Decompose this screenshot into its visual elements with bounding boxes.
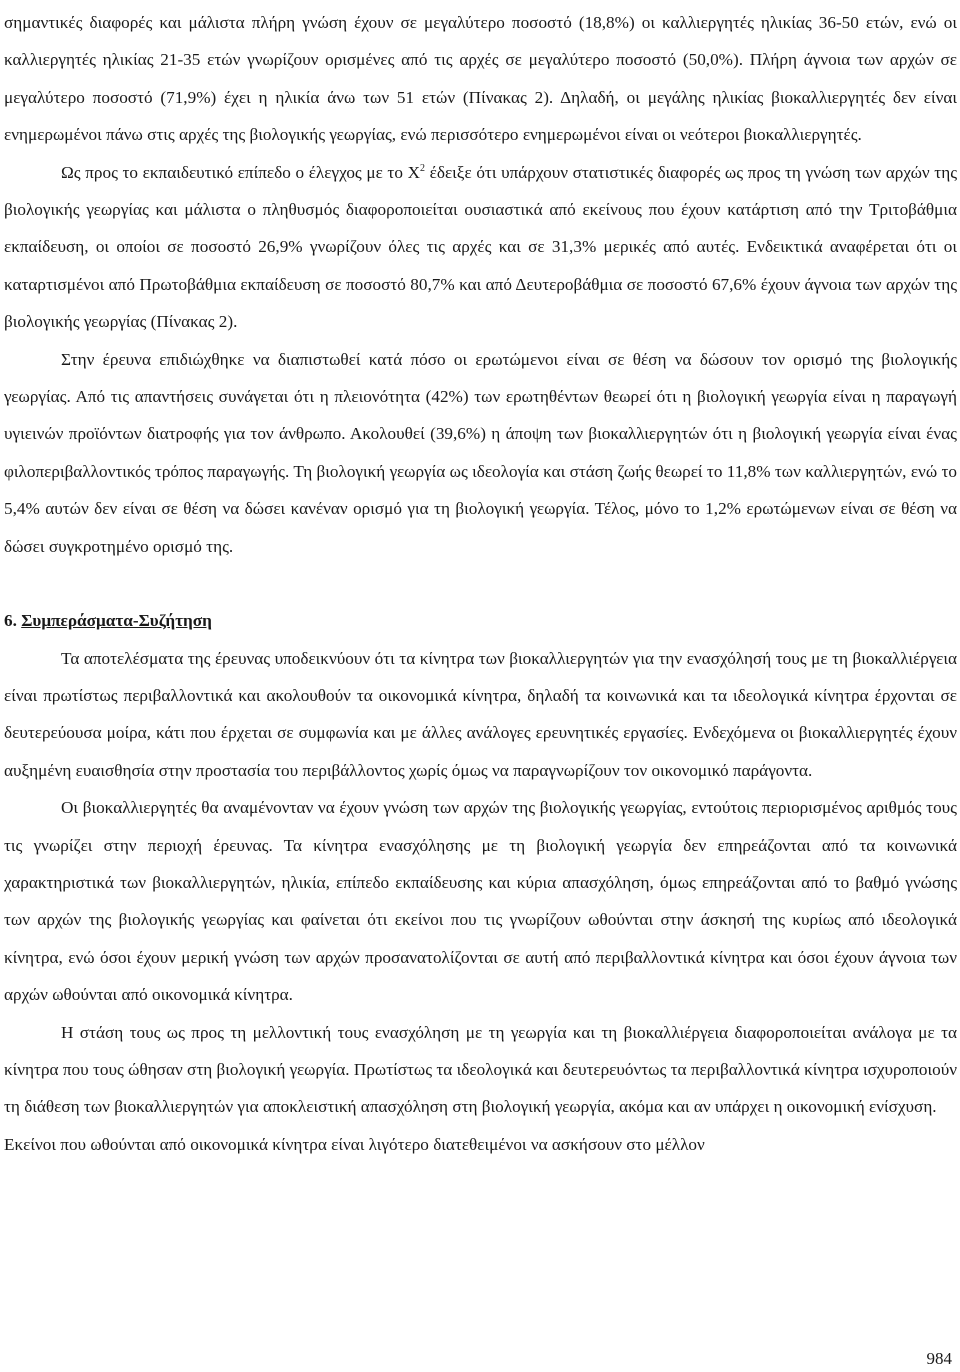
paragraph-age-knowledge: σημαντικές διαφορές και μάλιστα πλήρη γνώση έχουν σε μεγαλύτερο ποσοστό (18,8%) οι καλλιεργητές ηλικίας 36-50 ετών, ενώ οι καλλιεργητές ηλικίας 21-35 ετών γνωρίζουν ορισμένες από τις αρχές σε μεγαλύτερο ποσοστό (50,0%). Πλήρη άγνοια των αρχών σε μεγαλύτερο ποσοστό (71,9%) έχει η ηλικία άνω των 51 ετών (Πίνακας 2). Δηλαδή, οι μεγάλης ηλικίας βιοκαλλιεργητές δεν είναι ενημερωμένοι πάνω στις αρχές της βιολογικής γεωργίας, ενώ περισσότερο ενημερωμένοι είναι οι νεότεροι βιοκαλλιεργητές. <box>4 13 957 145</box>
chi-text-after: έδειξε ότι υπάρχουν στατιστικές διαφορές ως προς τη γνώση των αρχών της βιολογικής γεωργίας και μάλιστα ο πληθυσμός διαφοροποιείται ουσιαστικά από εκείνους που έχουν κατάρτιση από την Τριτοβάθμια εκπαίδευση, οι οποίοι σε ποσοστό 26,9% γνωρίζουν όλες τις αρχές και σε 31,3% μερικές από αυτές. Ενδεικτικά αναφέρεται ότι οι καταρτισμένοι από Πρωτοβάθμια εκπαίδευση σε ποσοστό 80,7% και από Δευτεροβάθμια σε ποσοστό 67,6% έχουν άγνοια των αρχών της βιολογικής γεωργίας (Πίνακας 2). <box>4 162 957 332</box>
document-body <box>4 4 957 1163</box>
page-number: 984 <box>926 1349 952 1368</box>
paragraph-education-chi-square <box>4 154 957 341</box>
section-number: 6. <box>4 611 22 631</box>
chi-text-before: Ως προς το εκπαιδευτικό επίπεδο ο έλεγχος με το Χ <box>61 162 420 182</box>
paragraph-definition: Στην έρευνα επιδιώχθηκε να διαπιστωθεί κατά πόσο οι ερωτώμενοι είναι σε θέση να δώσουν τον ορισμό της βιολογικής γεωργίας. Από τις απαντήσεις συνάγεται ότι η πλειονότητα (42%) των ερωτηθέντων θεωρεί ότι η βιολογική γεωργία είναι η παραγωγή υγιεινών προϊόντων διατροφής για τον άνθρωπο. Ακολουθεί (39,6%) η άποψη των βιοκαλλιεργητών ότι η βιολογική γεωργία είναι ένας φιλοπεριβαλλοντικός τρόπος παραγωγής. Τη βιολογική γεωργία ως ιδεολογία και στάση ζωής θεωρεί το 11,8% των καλλιεργητών, ενώ το 5,4% αυτών δεν είναι σε θέση να δώσει κανέναν ορισμό για τη βιολογική γεωργία. Τέλος, μόνο το 1,2% ερωτώμενων είναι σε θέση να δώσει συγκροτημένο ορισμό της. <box>4 349 957 556</box>
section-heading <box>4 602 957 639</box>
paragraph-results: Τα αποτελέσματα της έρευνας υποδεικνύουν ότι τα κίνητρα των βιοκαλλιεργητών για την ενασχόλησή τους με τη βιοκαλλιέργεια είναι πρωτίστως περιβαλλοντικά και ακολουθούν τα οικονομικά κίνητρα, δηλαδή τα κοινωνικά και τα ιδεολογικά κίνητρα έρχονται σε δευτερεύουσα μοίρα, κάτι που έρχεται σε συμφωνία και με άλλες ανάλογες ερευνητικές εργασίες. Ενδεχόμενα οι βιοκαλλιεργητές έχουν αυξημένη ευαισθησία στην προστασία του περιβάλλοντος χωρίς όμως να παραγνωρίζουν τον οικονομικό παράγοντα. <box>4 648 957 780</box>
paragraph-future-attitude: Η στάση τους ως προς τη μελλοντική τους ενασχόληση με τη γεωργία και τη βιοκαλλιέργεια διαφοροποιείται ανάλογα με τα κίνητρα που τους ώθησαν στη βιολογική γεωργία. Πρωτίστως τα ιδεολογικά και δευτερευόντως τα περιβαλλοντικά κίνητρα ισχυροποιούν τη διάθεση των βιοκαλλιεργητών για αποκλειστική απασχόληση στη βιολογική γεωργία, ακόμα και αν υπάρχει η οικονομική ενίσχυση. <box>4 1022 957 1117</box>
section-title: Συμπεράσματα-Συζήτηση <box>21 611 212 631</box>
paragraph-knowledge-motives: Οι βιοκαλλιεργητές θα αναμένονταν να έχουν γνώση των αρχών της βιολογικής γεωργίας, εντούτοις περιορισμένος αριθμός τους τις γνωρίζει στην περιοχή έρευνας. Τα κίνητρα ενασχόλησης με τη βιολογική γεωργία δεν επηρεάζονται από τα κοινωνικά χαρακτηριστικά των βιοκαλλιεργητών, ηλικία, επίπεδο εκπαίδευσης και κύρια απασχόληση, όμως επηρεάζονται από το βαθμό γνώσης των αρχών της βιολογικής γεωργίας και φαίνεται ότι εκείνοι που τις γνωρίζουν ωθούνται στην άσκησή της κυρίως από ιδεολογικά κίνητρα, ενώ όσοι έχουν μερική γνώση των αρχών προσανατολίζονται σε αυτή από περιβαλλοντικά κίνητρα και όσοι έχουν άγνοια των αρχών ωθούνται από οικονομικά κίνητρα. <box>4 798 957 1005</box>
paragraph-economic-motives: Εκείνοι που ωθούνται από οικονομικά κίνητρα είναι λιγότερο διατεθειμένοι να ασκήσουν στο μέλλον <box>4 1134 705 1154</box>
chi-superscript: 2 <box>420 162 425 174</box>
